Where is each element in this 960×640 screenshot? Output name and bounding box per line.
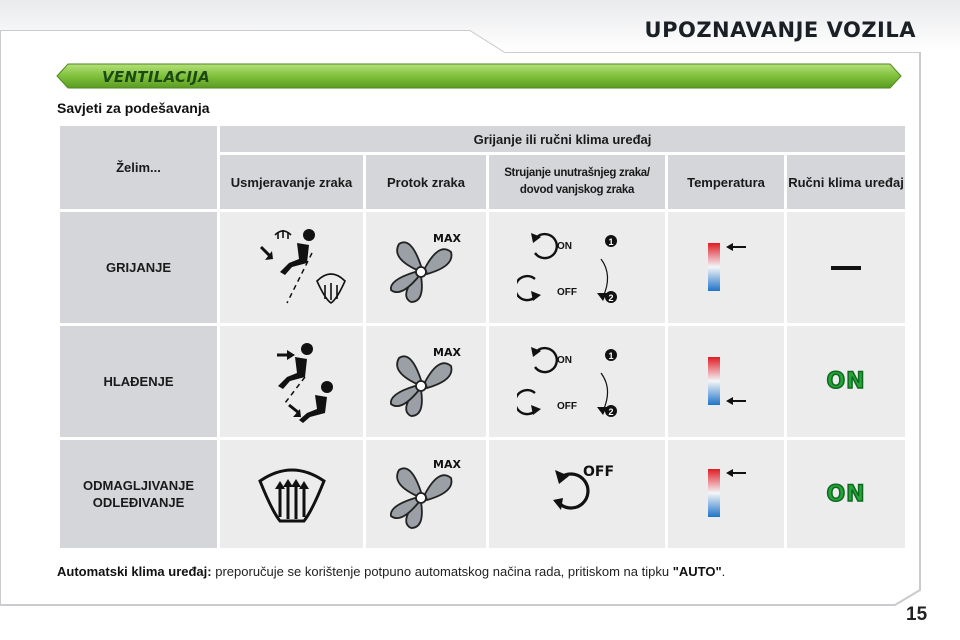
temperature-hot-icon [686, 223, 766, 313]
ac-on-label: ON [826, 369, 866, 394]
ac-on-label: ON [826, 481, 866, 507]
air-direction-windscreen-feet-icon [237, 223, 347, 313]
subtitle: Savjeti za podešavanja [57, 100, 210, 116]
recirculation-on-off-icon [517, 223, 637, 313]
recirculation-off-icon [517, 454, 637, 534]
corner-header: Želim... [60, 126, 217, 209]
temperature-cold-icon [686, 337, 766, 427]
section-title: VENTILACIJA [102, 68, 211, 86]
step-2-badge: 2 [608, 292, 614, 303]
windscreen-defrost-icon [252, 459, 332, 529]
col-header-air-direction: Usmjeravanje zraka [220, 155, 363, 209]
row-label-cooling: HLAĐENJE [60, 326, 217, 437]
recirc-on-label: ON [557, 354, 572, 366]
fan-max-label: MAX [433, 458, 461, 471]
footnote-lead: Automatski klima uređaj: [57, 564, 212, 579]
page-header-title: UPOZNAVANJE VOZILA [644, 18, 916, 42]
col-header-air-flow: Protok zraka [366, 155, 486, 209]
table-row [60, 212, 905, 323]
group-header: Grijanje ili ručni klima uređaj [220, 126, 905, 152]
fan-max-icon [381, 342, 471, 422]
fan-max-label: MAX [433, 231, 461, 245]
col-header-manual-ac: Ručni klima uređaj [787, 155, 905, 209]
step-1-badge: 1 [608, 350, 614, 361]
footnote [57, 564, 725, 579]
recirculation-on-off-icon [517, 337, 637, 427]
air-direction-face-feet-icon [237, 337, 347, 427]
row-label-heating: GRIJANJE [60, 212, 217, 323]
table-row [60, 326, 905, 437]
row-label-defog: ODMAGLJIVANJE [83, 478, 194, 493]
footnote-text: preporučuje se korištenje potpuno automatskog načina rada, pritiskom na tipku [215, 564, 670, 579]
recirc-off-label: OFF [557, 400, 577, 412]
row-label-defog-defrost [60, 440, 217, 548]
settings-table [57, 123, 908, 551]
step-1-badge: 1 [608, 236, 614, 247]
temperature-hot-icon [686, 449, 766, 539]
fan-max-icon [381, 228, 471, 308]
step-2-badge: 2 [608, 406, 614, 417]
table-row [60, 440, 905, 548]
recirc-off-label: OFF [557, 286, 577, 298]
recirc-off-label: OFF [583, 464, 615, 480]
col-header-temperature: Temperatura [668, 155, 784, 209]
page-number: 15 [906, 604, 928, 625]
fan-max-label: MAX [433, 345, 461, 359]
ac-not-applicable-dash [831, 266, 861, 270]
footnote-key: "AUTO" [672, 564, 722, 579]
recirc-on-label: ON [557, 240, 572, 252]
row-label-defrost: ODLEĐIVANJE [92, 495, 185, 510]
fan-max-icon [381, 454, 471, 534]
col-header-recirculation: Strujanje unutrašnjeg zraka/ dovod vanjskog zraka [489, 155, 665, 209]
footnote-end: . [721, 564, 726, 579]
